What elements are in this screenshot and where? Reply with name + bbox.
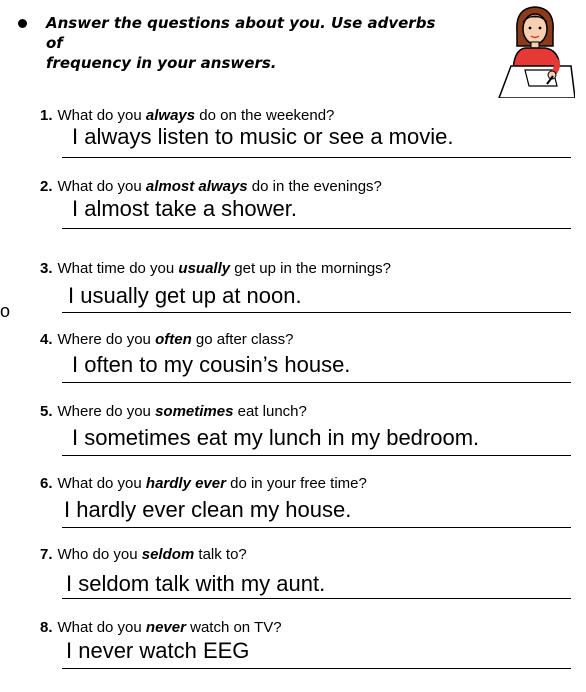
question-text: do in the evenings? <box>247 178 382 195</box>
question-text: eat lunch? <box>233 403 307 420</box>
question-text: get up in the mornings? <box>230 260 392 277</box>
question-number: 1. <box>40 107 53 124</box>
margin-mark: o <box>0 301 11 321</box>
bullet-point <box>18 19 27 28</box>
question-adverb: always <box>145 107 196 124</box>
answer-line-7 <box>62 598 571 599</box>
question-text: What do you <box>57 178 146 195</box>
question-text: Where do you <box>57 403 156 420</box>
instructions-line-1: Answer the questions about you. Use adverbs of <box>46 14 436 52</box>
teacher-writing-icon <box>495 2 575 98</box>
question-5 <box>40 403 307 421</box>
answer-8: I never watch EEG <box>66 638 250 663</box>
question-7 <box>40 546 247 564</box>
question-adverb: often <box>155 331 192 348</box>
instructions-line-2: frequency in your answers. <box>46 54 277 72</box>
question-adverb: never <box>145 619 186 636</box>
question-number: 7. <box>40 546 53 563</box>
question-text: What do you <box>57 107 146 124</box>
question-text: Where do you <box>57 331 156 348</box>
question-4 <box>40 331 293 349</box>
question-text: talk to? <box>194 546 247 563</box>
answer-4: I often to my cousin’s house. <box>72 352 351 377</box>
answer-5: I sometimes eat my lunch in my bedroom. <box>72 425 480 450</box>
question-1 <box>40 107 334 125</box>
question-number: 8. <box>40 619 53 636</box>
answer-line-8 <box>62 668 571 669</box>
question-6 <box>40 475 367 493</box>
answer-2: I almost take a shower. <box>72 196 297 221</box>
question-text: go after class? <box>191 331 294 348</box>
instructions <box>46 13 446 73</box>
question-number: 6. <box>40 475 53 492</box>
question-text: do in your free time? <box>225 475 367 492</box>
question-text: What do you <box>57 475 146 492</box>
question-text: What do you <box>57 619 146 636</box>
answer-1: I always listen to music or see a movie. <box>72 124 454 149</box>
question-3 <box>40 260 391 278</box>
answer-line-6 <box>62 527 571 528</box>
question-text: do on the weekend? <box>195 107 335 124</box>
answer-line-4 <box>62 382 571 383</box>
answer-3: I usually get up at noon. <box>68 283 302 308</box>
answer-7: I seldom talk with my aunt. <box>66 571 326 596</box>
question-number: 3. <box>40 260 53 277</box>
question-adverb: seldom <box>141 546 195 563</box>
question-text: Who do you <box>57 546 142 563</box>
question-number: 2. <box>40 178 53 195</box>
question-text: watch on TV? <box>185 619 282 636</box>
answer-line-3 <box>62 312 571 313</box>
answer-line-1 <box>62 157 571 158</box>
answer-line-5 <box>62 455 571 456</box>
question-adverb: almost always <box>145 178 248 195</box>
question-adverb: hardly ever <box>145 475 226 492</box>
question-2 <box>40 178 382 196</box>
question-text: What time do you <box>57 260 179 277</box>
answer-6: I hardly ever clean my house. <box>64 497 352 522</box>
question-number: 4. <box>40 331 53 348</box>
question-number: 5. <box>40 403 53 420</box>
answer-line-2 <box>62 228 571 229</box>
question-8 <box>40 619 282 637</box>
question-adverb: sometimes <box>155 403 234 420</box>
question-adverb: usually <box>178 260 231 277</box>
